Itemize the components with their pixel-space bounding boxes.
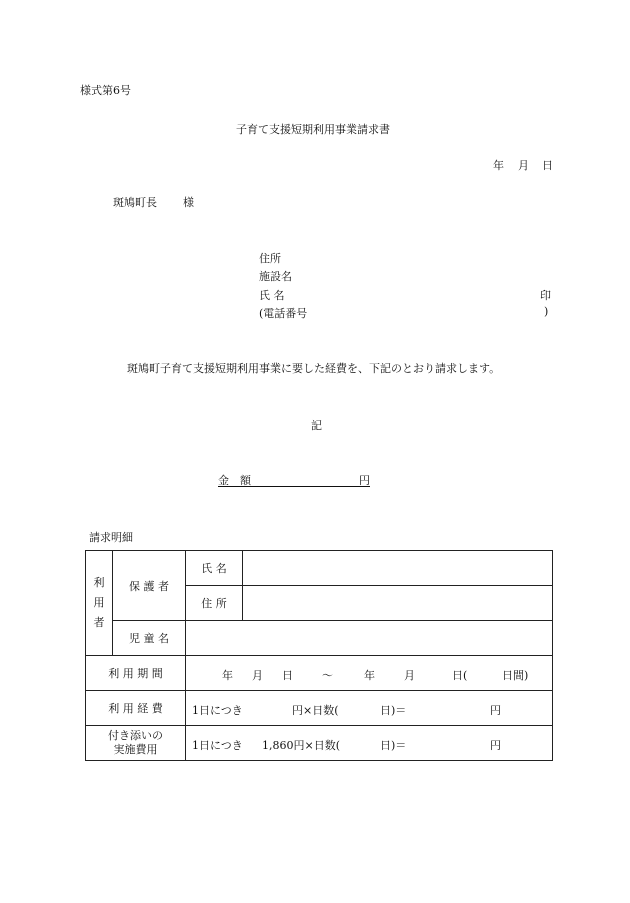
date-month: 月: [518, 159, 529, 172]
applicant-phone-close: ): [544, 305, 549, 318]
document-title: 子育て支援短期利用事業請求書: [236, 123, 390, 136]
escort-cost-label: 付き添いの 実施費用: [86, 726, 186, 761]
applicant-name-label: 氏 名: [259, 289, 285, 302]
seal-mark: 印: [540, 289, 551, 302]
guardian-name-label: 氏 名: [186, 551, 243, 586]
period-label: 利 用 期 間: [86, 656, 186, 691]
guardian-address-field[interactable]: [243, 586, 553, 621]
detail-heading: 請求明細: [89, 531, 133, 544]
applicant-facility-label: 施設名: [259, 270, 292, 283]
form-number: 様式第6号: [80, 84, 131, 97]
applicant-address-label: 住所: [259, 252, 281, 265]
child-name-label: 児 童 名: [113, 621, 186, 656]
addressee-honorific: 様: [183, 196, 194, 209]
date-day: 日: [542, 159, 553, 172]
cost-label: 利 用 経 費: [86, 691, 186, 726]
cost-field[interactable]: 1日につき 円×日数( 日)＝ 円: [186, 691, 553, 726]
period-field[interactable]: 年 月 日 ～ 年 月 日( 日間): [186, 656, 553, 691]
amount-unit: 円: [359, 474, 370, 487]
guardian-label: 保 護 者: [113, 551, 186, 621]
applicant-phone-label: (電話番号: [259, 307, 308, 320]
escort-cost-field[interactable]: 1日につき 1,860円×日数( 日)＝ 円: [186, 726, 553, 761]
guardian-name-field[interactable]: [243, 551, 553, 586]
date-year: 年: [493, 159, 504, 172]
addressee-name: 斑鳩町長: [113, 196, 157, 209]
ki-marker: 記: [311, 419, 322, 432]
detail-table: [85, 550, 553, 761]
amount-label: 金 額: [218, 474, 251, 487]
request-sentence: 斑鳩町子育て支援短期利用事業に要した経費を、下記のとおり請求します。: [127, 362, 501, 375]
amount-line: [218, 472, 370, 487]
user-group-label: 利 用 者: [86, 551, 113, 656]
child-name-field[interactable]: [186, 621, 553, 656]
guardian-address-label: 住 所: [186, 586, 243, 621]
